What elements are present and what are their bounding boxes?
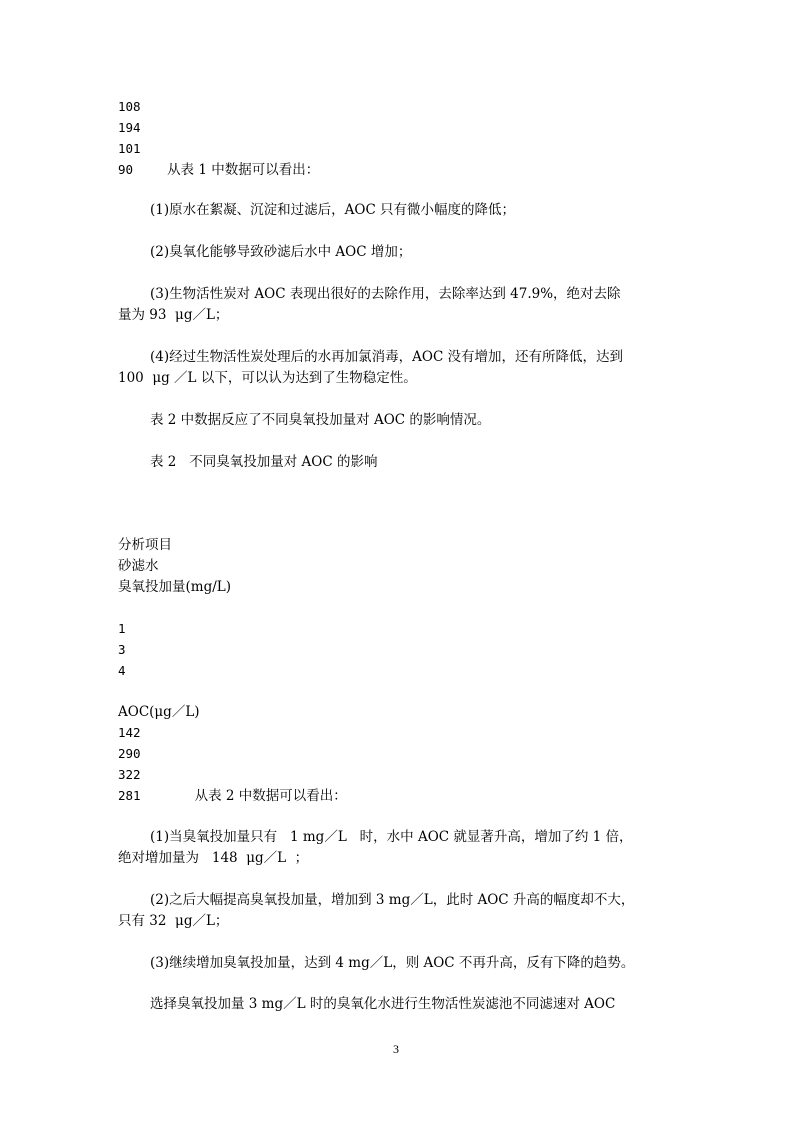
table2-intro: 表 2 中数据反应了不同臭氧投加量对 AOC 的影响情况。 xyxy=(150,412,491,428)
finding-paragraph: (2)臭氧化能够导致砂滤后水中 AOC 增加； xyxy=(150,244,412,260)
table1-last-row xyxy=(118,160,319,180)
table1-summary-intro: 从表 1 中数据可以看出： xyxy=(167,162,320,178)
table2-aoc-value: 281 xyxy=(118,788,141,803)
finding-paragraph-cont: 100 μg ／L 以下，可以认为达到了生物稳定性。 xyxy=(118,370,417,386)
table2-dose-value: 4 xyxy=(118,663,126,678)
table2-header: 分析项目 xyxy=(118,537,172,553)
finding-paragraph: 选择臭氧投加量 3 mg／L 时的臭氧化水进行生物活性炭滤池不同滤速对 AOC xyxy=(150,996,616,1012)
table2-dose-value: 3 xyxy=(118,642,126,657)
table1-value: 101 xyxy=(118,141,141,156)
finding-paragraph: (4)经过生物活性炭处理后的水再加氯消毒，AOC 没有增加，还有所降低，达到 xyxy=(150,349,624,365)
table2-row-label: 臭氧投加量(mg/L) xyxy=(118,579,231,595)
table2-aoc-value: 322 xyxy=(118,767,141,782)
finding-paragraph: (3)继续增加臭氧投加量，达到 4 mg／L，则 AOC 不再升高，反有下降的趋势。 xyxy=(150,955,635,971)
table2-dose-value: 1 xyxy=(118,621,126,636)
table2-row-label: 砂滤水 xyxy=(118,558,159,574)
finding-paragraph: (3)生物活性炭对 AOC 表现出很好的去除作用，去除率达到 47.9%，绝对去除 xyxy=(150,286,621,302)
table2-last-row xyxy=(118,786,347,806)
finding-paragraph-cont: 量为 93 μg／L； xyxy=(118,307,229,323)
table1-value: 194 xyxy=(118,120,141,135)
finding-paragraph: (1)原水在絮凝、沉淀和过滤后，AOC 只有微小幅度的降低； xyxy=(150,202,516,218)
table2-aoc-value: 142 xyxy=(118,725,141,740)
table2-row-label: AOC(μg／L) xyxy=(118,704,200,720)
finding-paragraph-cont: 绝对增加量为 148 μg／L ； xyxy=(118,850,309,866)
page-number: 3 xyxy=(393,1042,399,1056)
table1-value: 90 xyxy=(118,162,134,177)
table2-caption: 表 2 不同臭氧投加量对 AOC 的影响 xyxy=(150,454,378,470)
finding-paragraph-cont: 只有 32 μg／L； xyxy=(118,913,229,929)
table2-summary-intro: 从表 2 中数据可以看出： xyxy=(194,788,347,804)
table2-aoc-value: 290 xyxy=(118,746,141,761)
table1-value: 108 xyxy=(118,99,141,114)
finding-paragraph: (1)当臭氧投加量只有 1 mg／L 时，水中 AOC 就显著升高，增加了约 1 倍， xyxy=(150,829,633,845)
finding-paragraph: (2)之后大幅提高臭氧投加量，增加到 3 mg／L，此时 AOC 升高的幅度却不大， xyxy=(150,892,635,908)
